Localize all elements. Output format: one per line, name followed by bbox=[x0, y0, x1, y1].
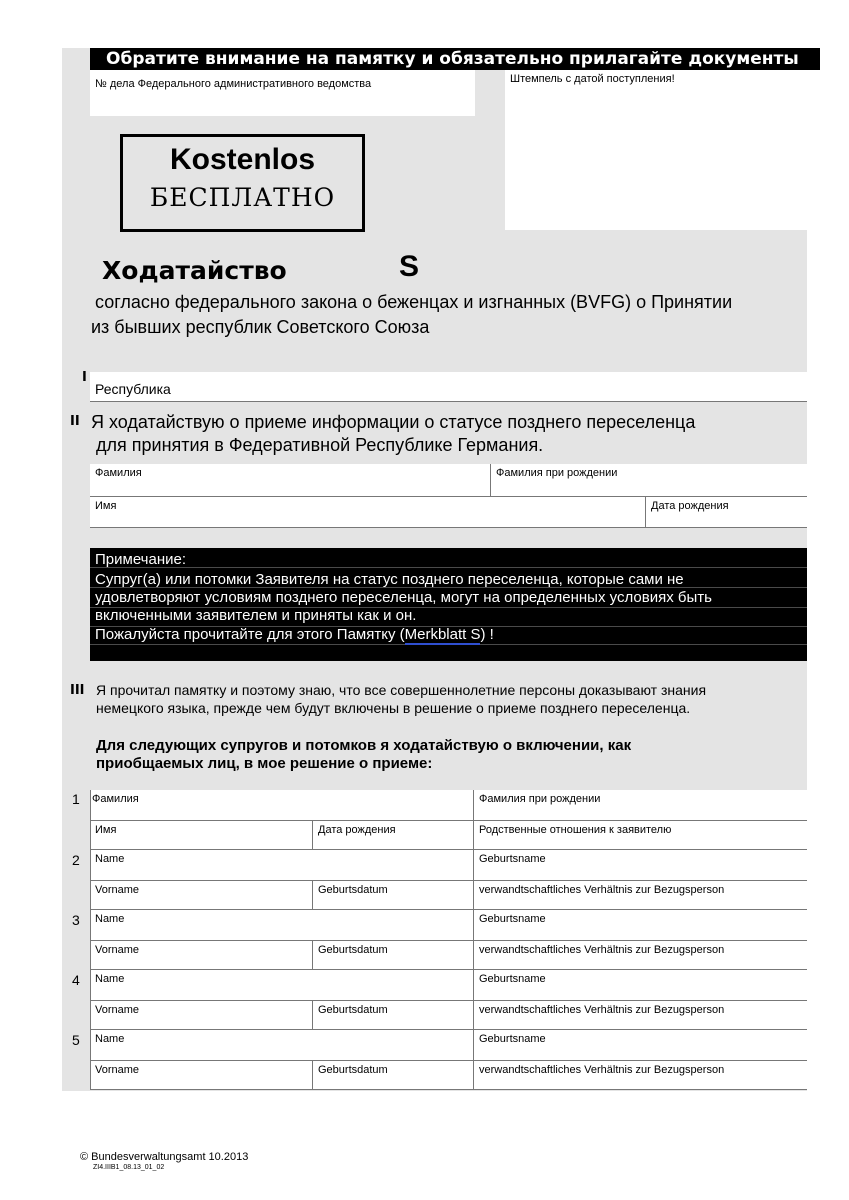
row-3-birth-date-label: Geburtsdatum bbox=[318, 944, 388, 956]
row-5-first-name-field[interactable] bbox=[90, 1061, 312, 1090]
persons-table bbox=[90, 790, 807, 1090]
subtitle-line-1: согласно федерального закона о беженцах и изгнанных (BVFG) о Принятии bbox=[95, 292, 733, 312]
row-1-birth-name-field[interactable] bbox=[474, 790, 807, 820]
row-1-number: 1 bbox=[72, 791, 80, 807]
row-4-name-field[interactable] bbox=[90, 970, 473, 1000]
row-2-birth-name-field[interactable] bbox=[474, 850, 807, 880]
row-4-number: 4 bbox=[72, 972, 80, 988]
row-2-number: 2 bbox=[72, 852, 80, 868]
birth-date-field[interactable] bbox=[646, 497, 807, 528]
header-banner bbox=[90, 48, 820, 70]
section-2-text-line-1: Я ходатайствую о приеме информации о статусе позднего переселенца bbox=[91, 412, 696, 432]
row-1-name-field[interactable] bbox=[90, 790, 473, 820]
table-row bbox=[90, 1030, 807, 1090]
row-4-birth-name-field[interactable] bbox=[474, 970, 807, 1000]
row-1-relation-label: Родственные отношения к заявителю bbox=[479, 824, 672, 836]
row-4-birth-date-field[interactable] bbox=[313, 1001, 473, 1030]
footer-copyright: © Bundesverwaltungsamt 10.2013 bbox=[80, 1151, 249, 1163]
row-2-first-name-field[interactable] bbox=[90, 881, 312, 910]
note-line-4-before: Пожалуйста прочитайте для этого Памятку ( bbox=[95, 626, 405, 643]
merkblatt-link[interactable]: Merkblatt S bbox=[404, 626, 481, 643]
table-row bbox=[90, 850, 807, 910]
row-5-birth-name-field[interactable] bbox=[474, 1030, 807, 1060]
row-3-relation-label: verwandtschaftliches Verhältnis zur Bezugsperson bbox=[479, 944, 725, 956]
row-3-birth-name-field[interactable] bbox=[474, 910, 807, 940]
row-4-first-name-field[interactable] bbox=[90, 1001, 312, 1030]
row-4-relation-field[interactable] bbox=[474, 1001, 807, 1030]
row-3-birth-name-label: Geburtsname bbox=[479, 913, 546, 925]
subtitle-line-2: из бывших республик Советского Союза bbox=[91, 317, 430, 337]
row-4-relation-label: verwandtschaftliches Verhältnis zur Bezugsperson bbox=[479, 1004, 725, 1016]
row-5-first-name-label: Vorname bbox=[95, 1064, 140, 1076]
free-stamp-ru: БЕСПЛАТНО bbox=[149, 183, 336, 212]
row-3-number: 3 bbox=[72, 912, 80, 928]
row-5-birth-date-field[interactable] bbox=[313, 1061, 473, 1090]
header-banner-text: Обратите внимание на памятку и обязательно прилагайте документы bbox=[106, 49, 799, 69]
free-stamp bbox=[120, 134, 365, 232]
section-2-number: II bbox=[70, 414, 80, 429]
row-2-birth-name-label: Geburtsname bbox=[479, 853, 546, 865]
row-4-name-label: Name bbox=[95, 973, 125, 985]
note-line-4 bbox=[95, 626, 494, 644]
row-3-birth-date-field[interactable] bbox=[313, 941, 473, 970]
row-5-name-label: Name bbox=[95, 1033, 125, 1045]
row-4-birth-date-label: Geburtsdatum bbox=[318, 1004, 388, 1016]
section-3-bold-line-2: приобщаемых лиц, в мое решение о приеме: bbox=[96, 755, 433, 772]
row-3-name-field[interactable] bbox=[90, 910, 473, 940]
section-3-number: III bbox=[70, 683, 85, 698]
note-box bbox=[90, 548, 807, 661]
section-1-number: I bbox=[82, 370, 87, 385]
note-line-2: удовлетворяют условиям позднего переселенца, могут на определенных условиях быть bbox=[95, 589, 712, 606]
row-3-first-name-label: Vorname bbox=[95, 944, 140, 956]
form-letter: S bbox=[399, 250, 420, 283]
surname-label: Фамилия bbox=[95, 467, 142, 479]
footer-code: ZI4.IIIB1_08.13_01_02 bbox=[93, 1164, 165, 1171]
row-5-relation-field[interactable] bbox=[474, 1061, 807, 1090]
page-title: Ходатайство bbox=[102, 256, 287, 285]
row-1-birth-date-field[interactable] bbox=[313, 821, 473, 850]
row-5-relation-label: verwandtschaftliches Verhältnis zur Bezugsperson bbox=[479, 1064, 725, 1076]
case-number-label: № дела Федерального административного ведомства bbox=[95, 78, 372, 90]
row-4-birth-name-label: Geburtsname bbox=[479, 973, 546, 985]
row-1-first-name-field[interactable] bbox=[90, 821, 312, 850]
row-2-birth-date-field[interactable] bbox=[313, 881, 473, 910]
section-3-text-line-1: Я прочитал памятку и поэтому знаю, что все совершеннолетние персоны доказывают знания bbox=[96, 682, 707, 698]
surname-field[interactable] bbox=[90, 464, 490, 496]
stamp-label: Штемпель с датой поступления! bbox=[510, 73, 675, 85]
row-1-first-name-label: Имя bbox=[95, 824, 117, 836]
republic-label: Республика bbox=[95, 381, 171, 397]
row-2-relation-label: verwandtschaftliches Verhältnis zur Bezugsperson bbox=[479, 884, 725, 896]
note-line-1: Супруг(а) или потомки Заявителя на статус позднего переселенца, которые сами не bbox=[95, 571, 684, 588]
birth-surname-label: Фамилия при рождении bbox=[496, 467, 618, 479]
section-3-text-line-2: немецкого языка, прежде чем будут включены в решение о приеме позднего переселенца. bbox=[96, 700, 691, 716]
row-3-first-name-field[interactable] bbox=[90, 941, 312, 970]
row-2-name-field[interactable] bbox=[90, 850, 473, 880]
note-line-3: включенными заявителем и приняты как и он. bbox=[95, 607, 417, 624]
row-1-name-label: Фамилия bbox=[92, 793, 139, 805]
row-3-relation-field[interactable] bbox=[474, 941, 807, 970]
row-5-birth-name-label: Geburtsname bbox=[479, 1033, 546, 1045]
note-heading: Примечание: bbox=[95, 551, 186, 568]
row-3-name-label: Name bbox=[95, 913, 125, 925]
free-stamp-de: Kostenlos bbox=[169, 143, 316, 176]
first-name-field[interactable] bbox=[90, 497, 645, 528]
row-2-name-label: Name bbox=[95, 853, 125, 865]
note-line-4-after: ) ! bbox=[480, 626, 494, 643]
case-number-field[interactable] bbox=[90, 70, 475, 116]
table-row bbox=[90, 910, 807, 970]
stamp-field bbox=[505, 70, 807, 230]
table-row bbox=[90, 790, 807, 850]
section-2-text-line-2: для принятия в Федеративной Республике Германия. bbox=[96, 435, 544, 455]
birth-surname-field[interactable] bbox=[491, 464, 807, 496]
row-1-relation-field[interactable] bbox=[474, 821, 807, 850]
row-5-number: 5 bbox=[72, 1032, 80, 1048]
republic-field[interactable] bbox=[90, 372, 807, 402]
first-name-label: Имя bbox=[95, 500, 117, 512]
row-5-name-field[interactable] bbox=[90, 1030, 473, 1060]
row-5-birth-date-label: Geburtsdatum bbox=[318, 1064, 388, 1076]
row-2-relation-field[interactable] bbox=[474, 881, 807, 910]
row-1-birth-date-label: Дата рождения bbox=[318, 824, 396, 836]
table-row bbox=[90, 970, 807, 1030]
row-2-birth-date-label: Geburtsdatum bbox=[318, 884, 388, 896]
birth-date-label: Дата рождения bbox=[651, 500, 729, 512]
row-1-birth-name-label: Фамилия при рождении bbox=[479, 793, 601, 805]
row-2-first-name-label: Vorname bbox=[95, 884, 140, 896]
right-margin bbox=[807, 70, 820, 1091]
applicant-name-block bbox=[90, 464, 807, 528]
section-3-bold-line-1: Для следующих супругов и потомков я ходатайствую о включении, как bbox=[96, 737, 632, 754]
row-4-first-name-label: Vorname bbox=[95, 1004, 140, 1016]
